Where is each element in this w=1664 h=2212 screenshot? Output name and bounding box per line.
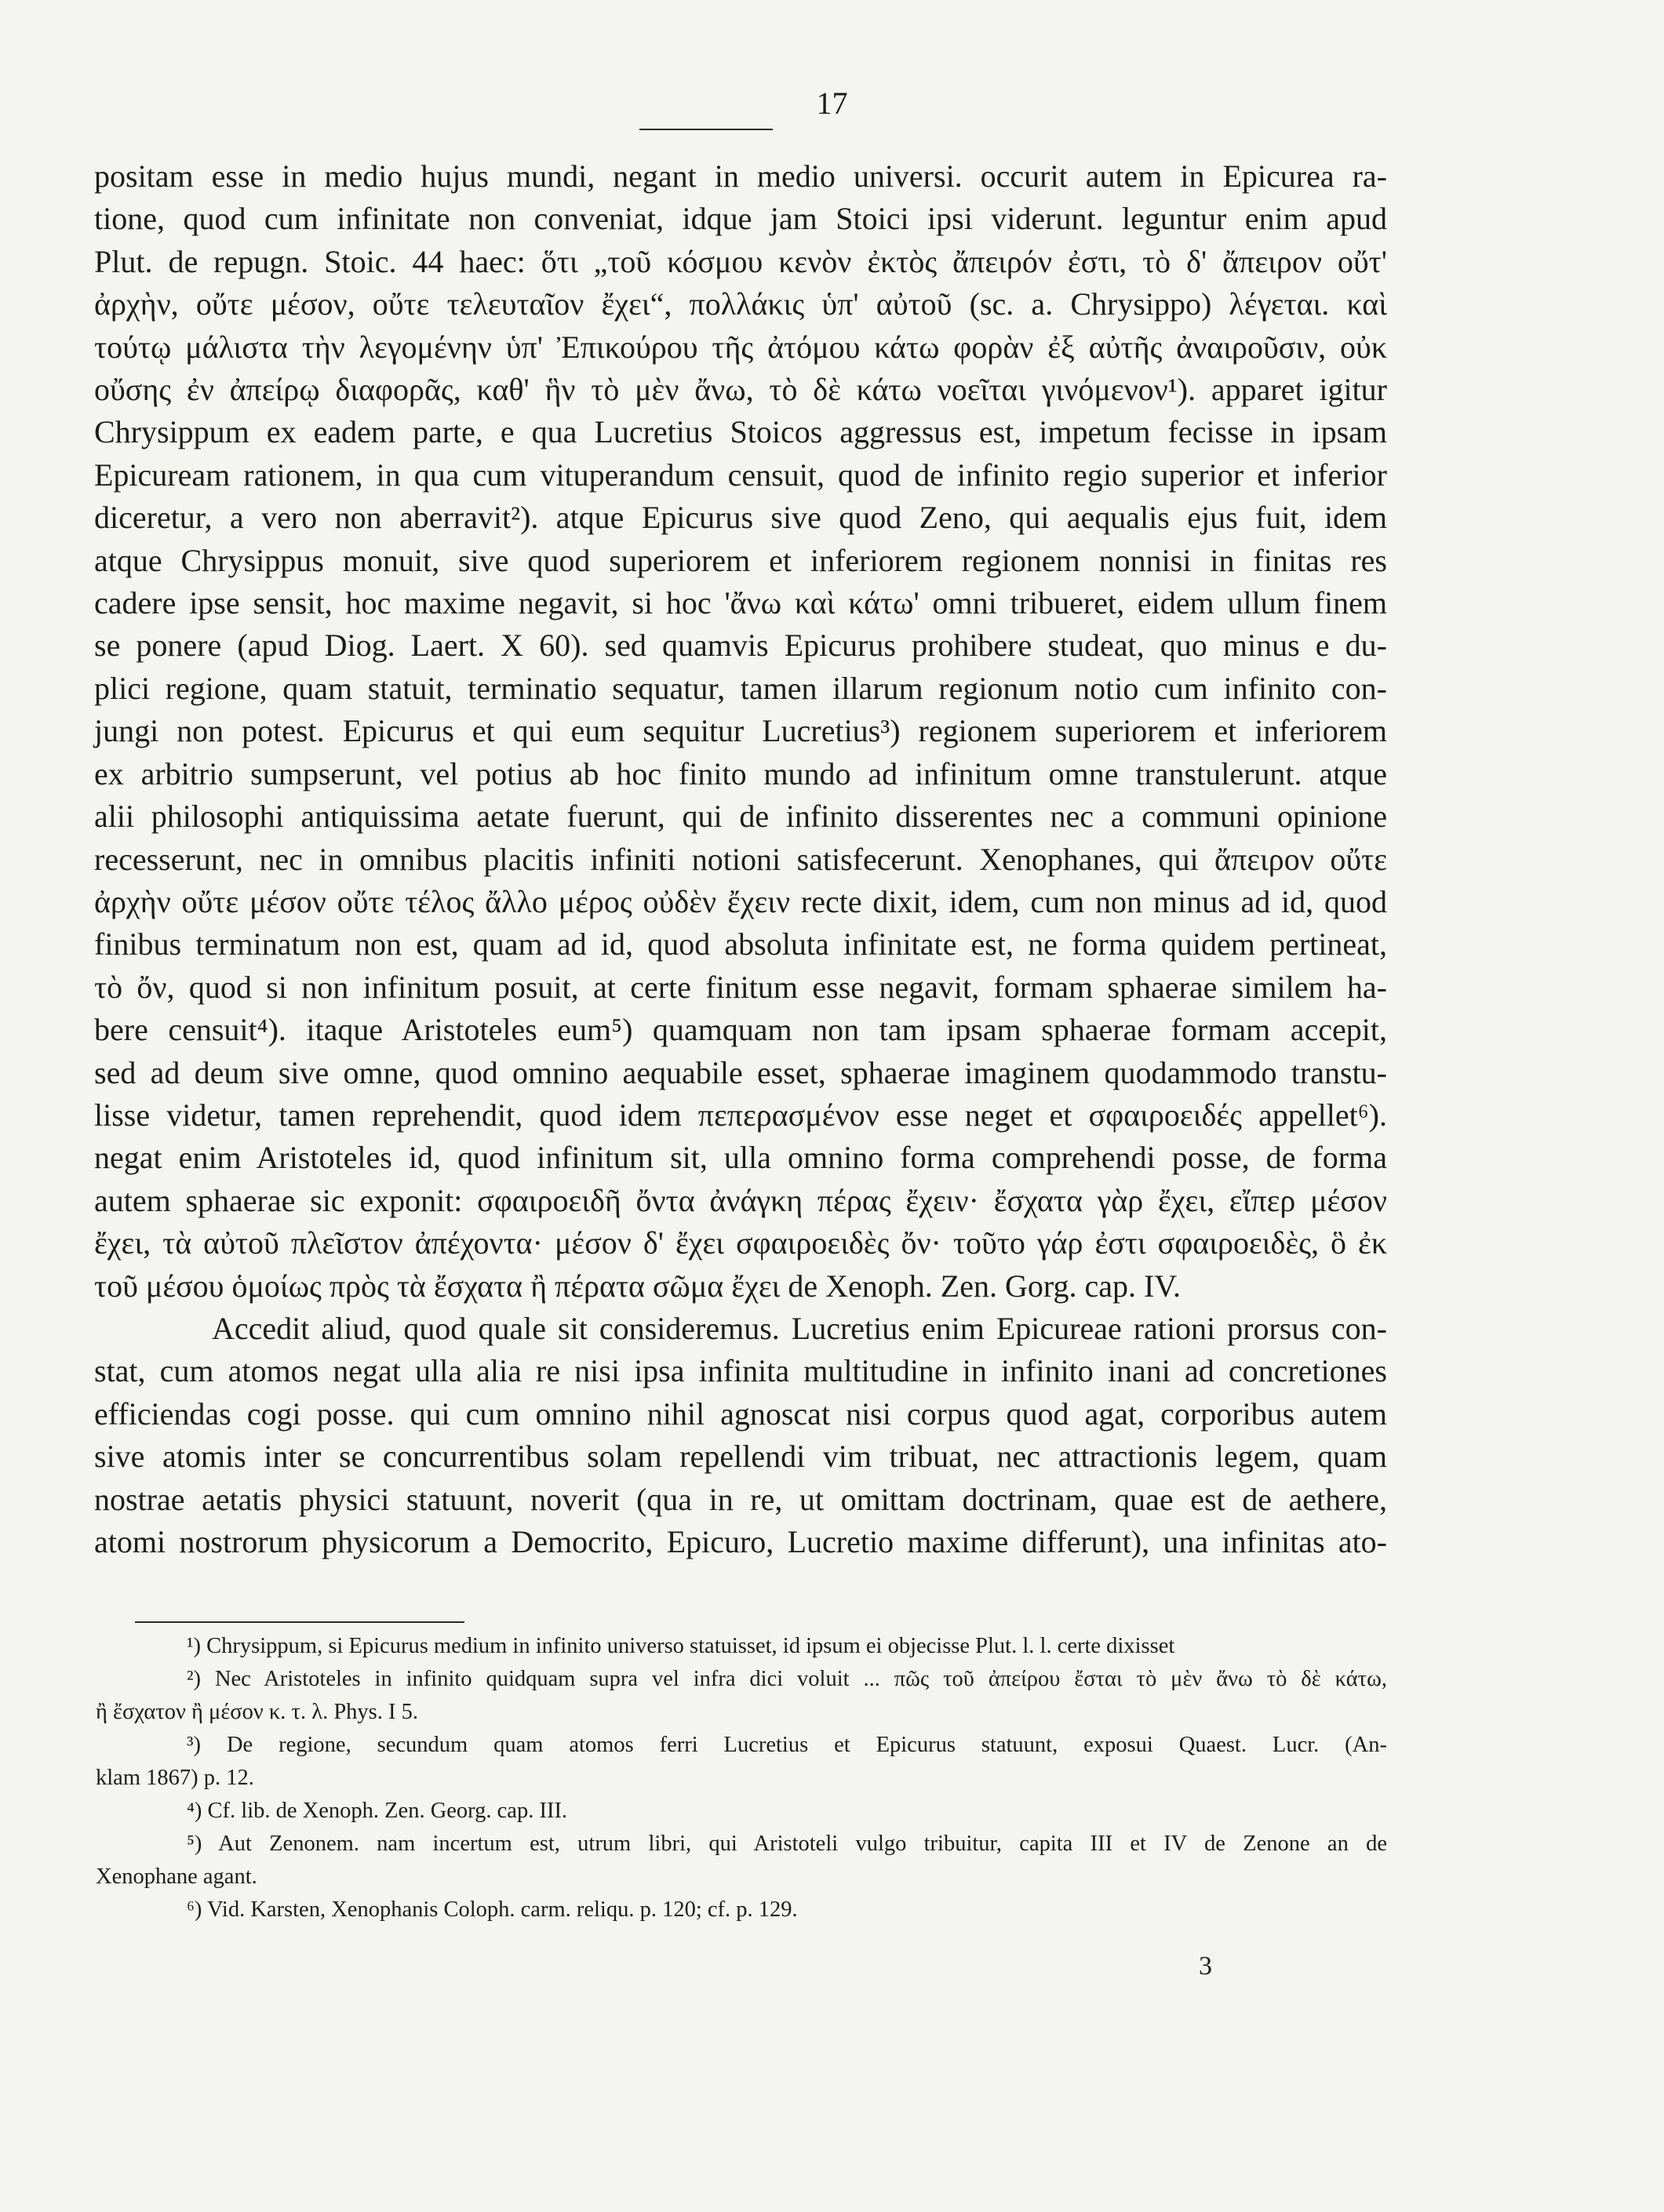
body-line: Plut. de repugn. Stoic. 44 haec: ὅτι „τοῦ κόσμου κενὸν ἐκτὸς ἄπειρόν ἐστι, τὸ δ' ἄπειρον οὔτ' <box>94 243 1387 279</box>
body-line: Chrysippum ex eadem parte, e qua Lucretius Stoicos aggressus est, impetum fecisse in ipsam <box>94 414 1387 450</box>
body-line: negat enim Aristoteles id, quod infinitum sit, ulla omnino forma comprehendi posse, de forma <box>94 1140 1387 1176</box>
body-line: Epicuream rationem, in qua cum vituperandum censuit, quod de infinito regio superior et inferior <box>94 457 1387 493</box>
body-line: οὔσης ἐν ἀπείρῳ διαφορᾶς, καθ' ἣν τὸ μὲν ἄνω, τὸ δὲ κάτω νοεῖται γινόμενον¹). apparet igitur <box>94 372 1387 408</box>
body-text <box>94 155 1387 1563</box>
footnote-line: ²) Nec Aristoteles in infinito quidquam supra vel infra dici voluit ... πῶς τοῦ ἀπείρου ἔσται τὸ μὲν ἄνω τὸ δὲ κάτω, <box>187 1667 1387 1691</box>
body-line: alii philosophi antiquissima aetate fuerunt, qui de infinito disserentes nec a communi opinione <box>94 799 1387 835</box>
body-line: cadere ipse sensit, hoc maxime negavit, si hoc 'ἄνω καὶ κάτω' omni tribueret, eidem ullum finem <box>94 585 1387 621</box>
footnote-line: ³) De regione, secundum quam atomos ferri Lucretius et Epicurus statuunt, exposui Quaest. Lucr. (An- <box>187 1733 1387 1757</box>
footnote-line: ¹) Chrysippum, si Epicurus medium in infinito universo statuisset, id ipsum ei objecisse Plut. l. l. certe dixisset <box>187 1634 1175 1658</box>
body-line: jungi non potest. Epicurus et qui eum sequitur Lucretius³) regionem superiorem et inferiorem <box>94 713 1387 749</box>
footnote-line: ⁴) Cf. lib. de Xenoph. Zen. Georg. cap. III. <box>187 1799 568 1823</box>
body-line: atomi nostrorum physicorum a Democrito, Epicuro, Lucretio maxime differunt), una infinitas ato- <box>94 1524 1387 1559</box>
body-line: diceretur, a vero non aberravit²). atque Epicurus sive quod Zeno, qui aequalis ejus fuit, idem <box>94 500 1387 536</box>
body-line: atque Chrysippus monuit, sive quod superiorem et inferiorem regionem nonnisi in finitas res <box>94 542 1387 578</box>
body-line: finibus terminatum non est, quam ad id, quod absoluta infinitate est, ne forma quidem pertineat, <box>94 926 1387 962</box>
body-line: recesserunt, nec in omnibus placitis infiniti notioni satisfecerunt. Xenophanes, qui ἄπειρον οὔτε <box>94 841 1387 877</box>
body-line: autem sphaerae sic exponit: σφαιροειδῆ ὄντα ἀνάγκη πέρας ἔχειν· ἔσχατα γὰρ ἔχει, εἴπερ μέσον <box>94 1182 1387 1218</box>
footnote-line: ⁵) Aut Zenonem. nam incertum est, utrum libri, qui Aristoteli vulgo tribuitur, capita III et IV de Zenone an de <box>187 1832 1387 1856</box>
body-line: stat, cum atomos negat ulla alia re nisi ipsa infinita multitudine in infinito inani ad concretiones <box>94 1353 1387 1389</box>
body-line: τοῦ μέσου ὁμοίως πρὸς τὰ ἔσχατα ἢ πέρατα σῶμα ἔχει de Xenoph. Zen. Gorg. cap. IV. <box>94 1268 1181 1304</box>
footnotes <box>96 1630 1387 1926</box>
body-line: plici regione, quam statuit, terminatio sequatur, tamen illarum regionum notio cum infinito con- <box>94 670 1387 706</box>
body-line: sive atomis inter se concurrentibus solam repellendi vim tribuat, nec attractionis legem, quam <box>94 1439 1387 1475</box>
body-line: τούτῳ μάλιστα τὴν λεγομένην ὑπ' Ἐπικούρου τῆς ἀτόμου κάτω φορὰν ἐξ αὐτῆς ἀναιροῦσιν, οὐκ <box>94 329 1387 365</box>
body-line: se ponere (apud Diog. Laert. X 60). sed quamvis Epicurus prohibere studeat, quo minus e du- <box>94 628 1387 664</box>
body-line: Accedit aliud, quod quale sit consideremus. Lucretius enim Epicureae rationi prorsus con- <box>212 1310 1387 1346</box>
header-rule <box>639 129 773 130</box>
body-line: ἔχει, τὰ αὐτοῦ πλεῖστον ἀπέχοντα· μέσον δ' ἔχει σφαιροειδὲς ὄν· τοῦτο γάρ ἐστι σφαιροειδὲς, ὃ ἐκ <box>94 1225 1387 1261</box>
footnote-rule <box>135 1621 464 1623</box>
body-line: τὸ ὄν, quod si non infinitum posuit, at certe finitum esse negavit, formam sphaerae similem ha- <box>94 969 1387 1005</box>
body-line: lisse videtur, tamen reprehendit, quod idem πεπερασμένον esse neget et σφαιροειδές appellet⁶). <box>94 1097 1387 1133</box>
body-line: ἀρχὴν οὔτε μέσον οὔτε τέλος ἄλλο μέρος οὐδὲν ἔχειν recte dixit, idem, cum non minus ad id, quod <box>94 883 1387 919</box>
body-line: efficiendas cogi posse. qui cum omnino nihil agnoscat nisi corpus quod agat, corporibus autem <box>94 1395 1387 1432</box>
body-line: nostrae aetatis physici statuunt, noverit (qua in re, ut omittam doctrinam, quae est de aethere, <box>94 1481 1387 1517</box>
page-number: 17 <box>816 85 848 121</box>
body-line: tione, quod cum infinitate non conveniat, idque jam Stoici ipsi viderunt. leguntur enim apud <box>94 201 1387 237</box>
footnote-line: ἢ ἔσχατον ἢ μέσον κ. τ. λ. Phys. I 5. <box>96 1700 418 1724</box>
footnote-line: klam 1867) p. 12. <box>96 1766 254 1790</box>
body-line: ex arbitrio sumpserunt, vel potius ab hoc finito mundo ad infinitum omne transtulerunt. atque <box>94 755 1387 791</box>
body-line: bere censuit⁴). itaque Aristoteles eum⁵) quamquam non tam ipsam sphaerae formam accepit, <box>94 1012 1387 1048</box>
body-line: sed ad deum sive omne, quod omnino aequabile esset, sphaerae imaginem quodammodo transtu- <box>94 1054 1387 1090</box>
footnote-line: Xenophane agant. <box>96 1865 257 1889</box>
body-line: positam esse in medio hujus mundi, negant in medio universi. occurit autem in Epicurea ra- <box>94 158 1387 194</box>
signature-mark: 3 <box>1199 1952 1212 1981</box>
body-line: ἀρχὴν, οὔτε μέσον, οὔτε τελευταῖον ἔχει“, πολλάκις ὑπ' αὐτοῦ (sc. a. Chrysippo) λέγεται. καὶ <box>94 286 1387 322</box>
footnote-line: ⁶) Vid. Karsten, Xenophanis Coloph. carm. reliqu. p. 120; cf. p. 129. <box>187 1897 798 1922</box>
